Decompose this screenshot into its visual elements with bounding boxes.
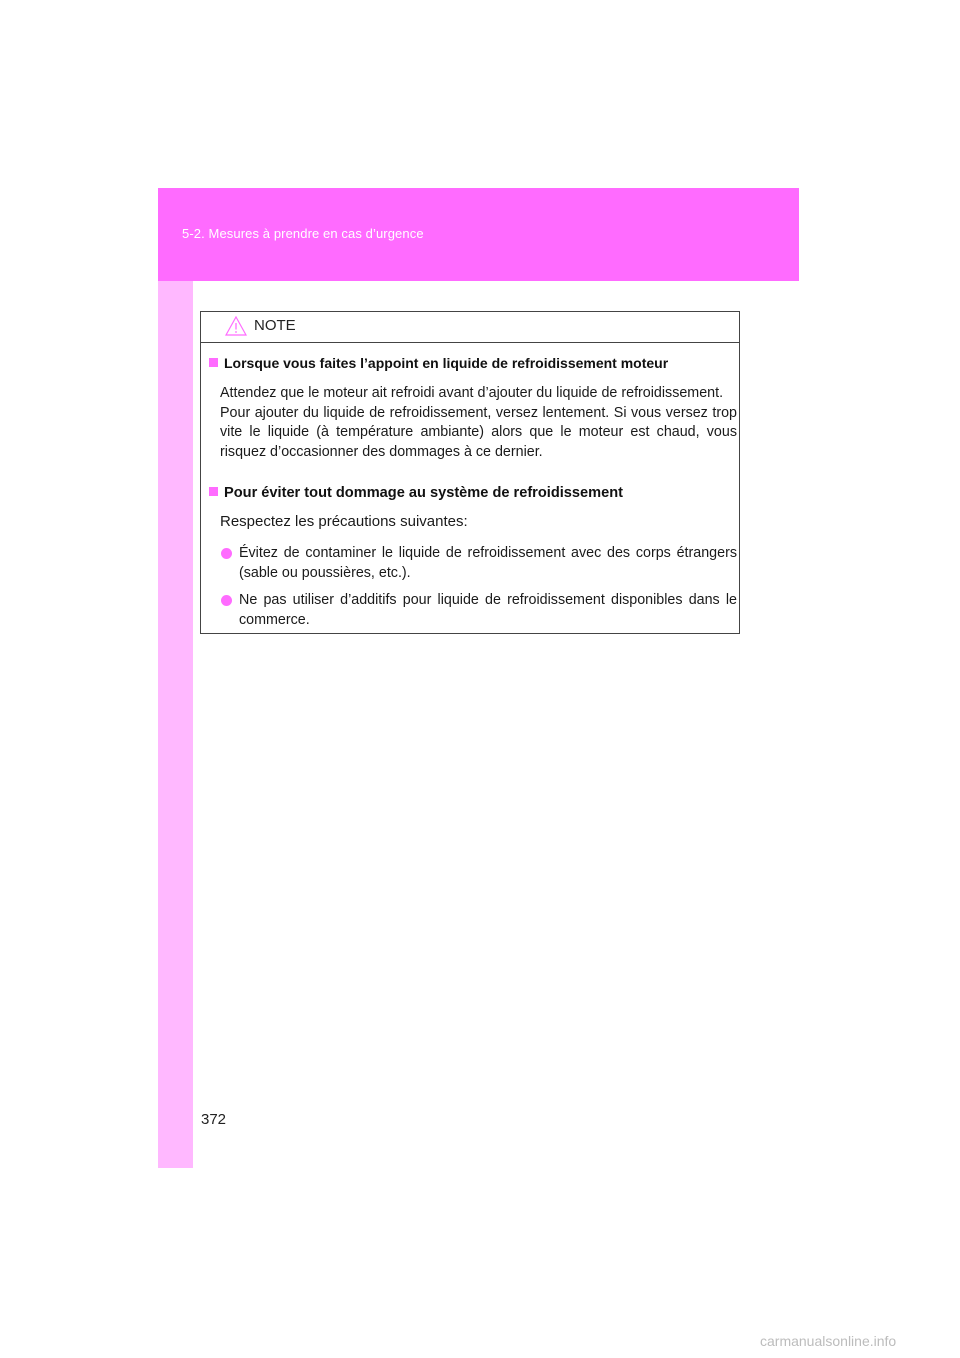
dot-bullet-icon — [221, 548, 232, 559]
paragraph-line: Pour ajouter du liquide de refroidissement, versez lentement. Si vous versez trop vite le liquide (à température ambiante) alors que le moteur est chaud, vous risquez d’occasionner des dommages à ce dernier. — [220, 404, 737, 461]
note-heading — [209, 355, 668, 371]
section-title: 5-2. Mesures à prendre en cas d’urgence — [182, 226, 424, 241]
watermark: carmanualsonline.info — [760, 1333, 897, 1349]
warning-icon — [225, 316, 247, 336]
page-number: 372 — [201, 1111, 227, 1128]
paragraph — [220, 384, 737, 463]
intro-text: Respectez les précautions suivantes: — [220, 513, 468, 530]
dot-bullet-icon — [221, 595, 232, 606]
square-bullet-icon — [209, 487, 218, 496]
bullet-item — [221, 591, 737, 630]
note-title: NOTE — [254, 317, 296, 334]
heading-text: Lorsque vous faites l’appoint en liquide de refroidissement moteur — [224, 355, 669, 371]
side-strip — [158, 281, 193, 1168]
square-bullet-icon — [209, 358, 218, 367]
bullet-item — [221, 544, 737, 583]
bullet-text: Ne pas utiliser d’additifs pour liquide de refroidissement disponibles dans le commerce. — [239, 592, 737, 628]
paragraph-line: Attendez que le moteur ait refroidi avant d’ajouter du liquide de refroidissement. — [220, 385, 724, 401]
note-heading — [209, 485, 623, 501]
note-box — [200, 311, 740, 634]
note-header — [201, 312, 739, 343]
bullet-text: Évitez de contaminer le liquide de refroidissement avec des corps étrangers (sable ou poussières, etc.). — [239, 545, 737, 581]
heading-text: Pour éviter tout dommage au système de refroidissement — [224, 485, 624, 501]
